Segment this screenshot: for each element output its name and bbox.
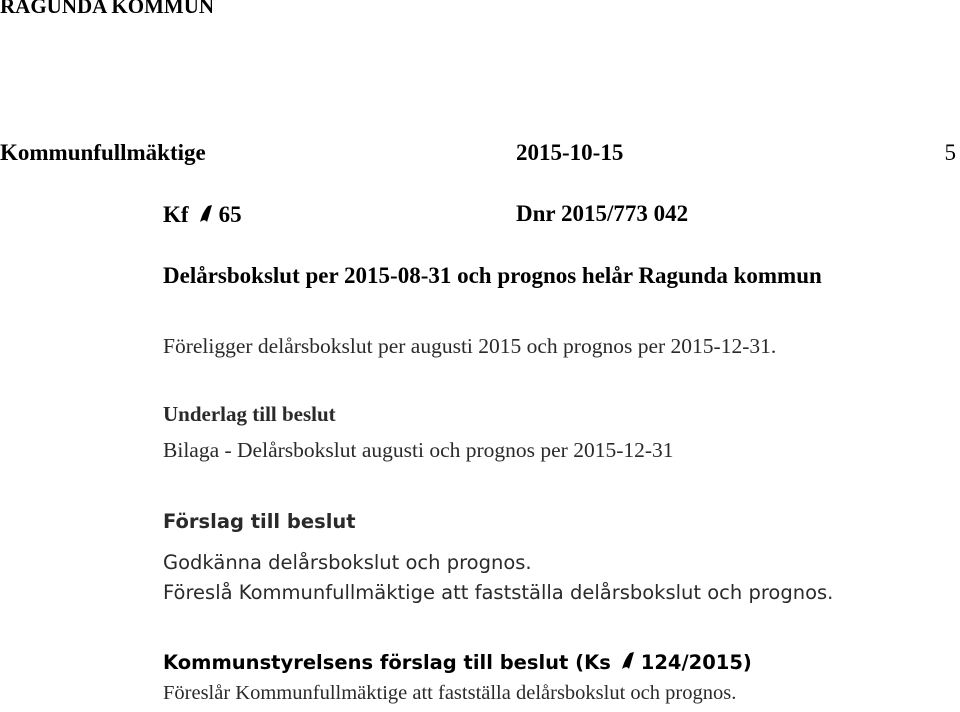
ks-forslag-heading (163, 649, 752, 673)
ks-heading-before: Kommunstyrelsens förslag till beslut (Ks (163, 651, 611, 674)
section-sign-icon (615, 649, 637, 673)
meeting-body: Kommunfullmäktige (0, 140, 206, 165)
forslag-heading: Förslag till beslut (163, 510, 356, 533)
forslag-line-2: Föreslå Kommunfullmäktige att fastställa delårsbokslut och prognos. (163, 581, 834, 604)
item-subject: Delårsbokslut per 2015-08-31 och prognos helår Ragunda kommun (163, 263, 822, 288)
item-intro: Föreligger delårsbokslut per augusti 2015 och prognos per 2015-12-31. (163, 334, 777, 358)
ks-forslag-text: Föreslår Kommunfullmäktige att fastställa delårsbokslut och prognos. (163, 682, 737, 704)
paragraph-number: 65 (218, 202, 242, 227)
meeting-date: 2015-10-15 (516, 140, 624, 165)
section-sign-icon (193, 202, 215, 226)
paragraph-reference (163, 202, 242, 226)
forslag-line-1: Godkänna delårsbokslut och prognos. (163, 551, 532, 574)
organization-title: RAGUNDA KOMMUN (0, 0, 215, 18)
underlag-heading: Underlag till beslut (163, 402, 336, 426)
page-number: 5 (944, 140, 956, 165)
diarienummer: Dnr 2015/773 042 (516, 201, 689, 226)
ks-heading-after: 124/2015) (640, 651, 752, 674)
underlag-text: Bilaga - Delårsbokslut augusti och prognos per 2015-12-31 (163, 438, 674, 462)
paragraph-prefix: Kf (163, 202, 189, 227)
